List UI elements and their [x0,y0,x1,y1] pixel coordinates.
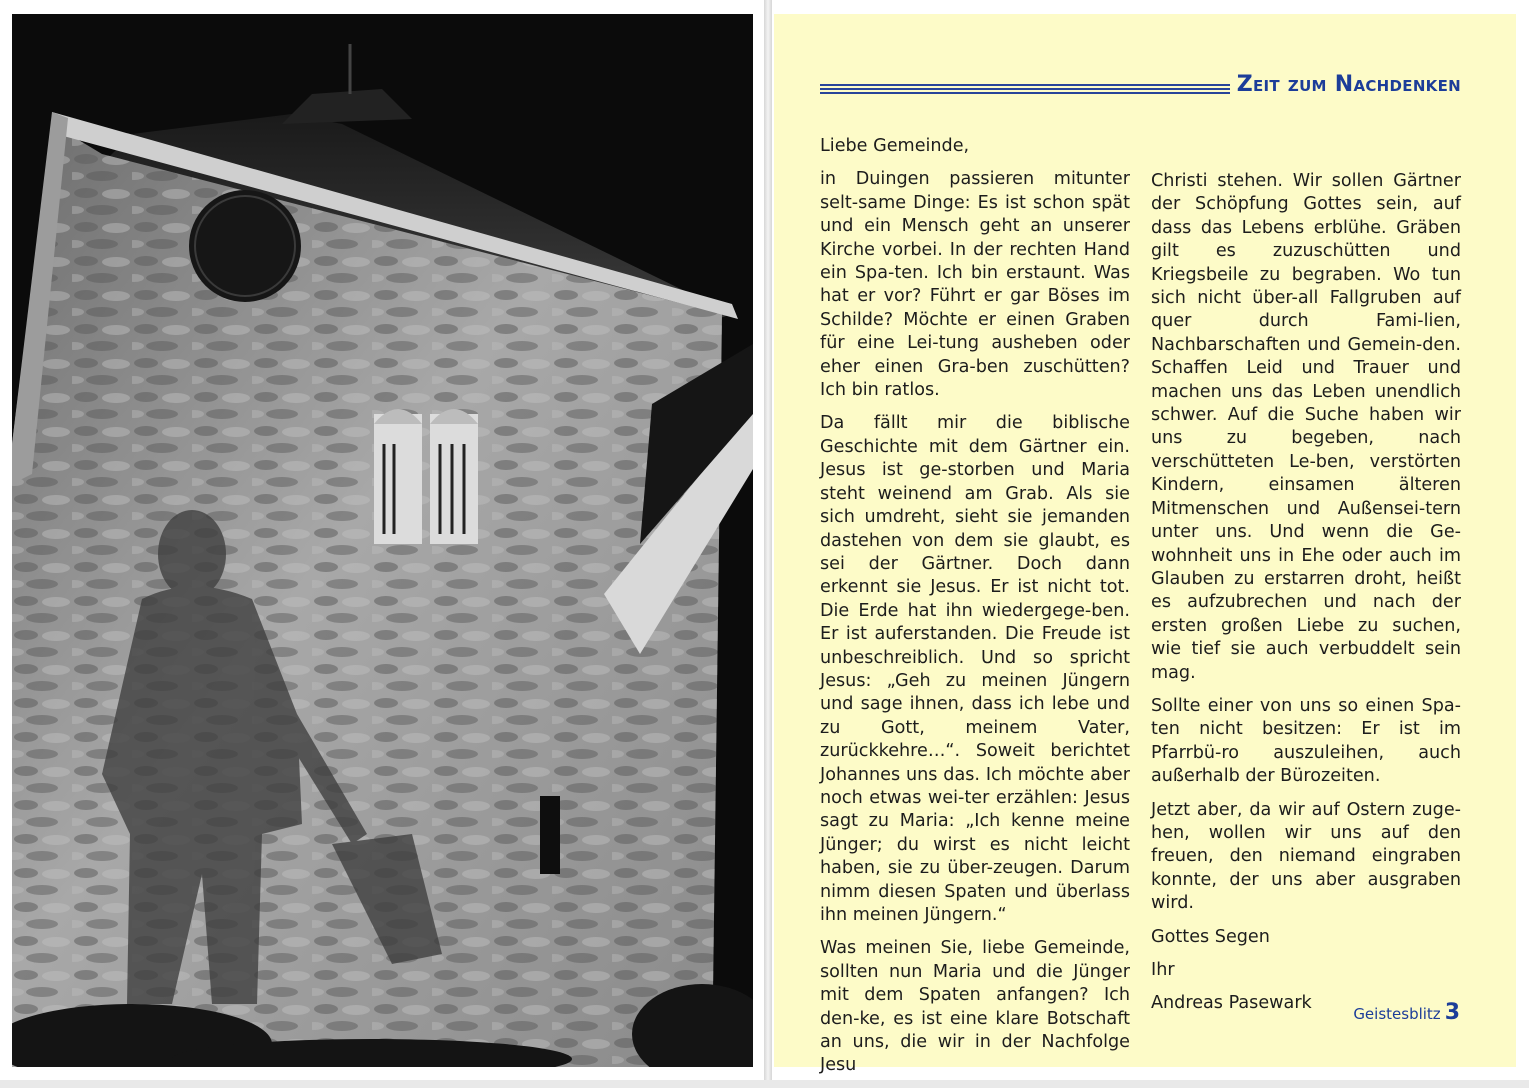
page-number: 3 [1444,1000,1460,1025]
paragraph: Was meinen Sie, liebe Gemeinde, sollten nun Maria und die Jünger mit dem Spaten anfangen? Ich den-ke, es ist eine klare Botschaft an uns, die wir in der Nachfolge Jesu [820,938,1130,1076]
paragraph: Da fällt mir die biblische Geschichte mit dem Gärtner ein. Jesus ist ge-storben und Maria steht weinend am Grab. Als sie sich umdreht, sieht sie jemanden dastehen von dem sie glaubt, es sei der Gärtner. Doch dann erkennt sie Jesus. Er ist nicht tot. Die Erde hat ihn wiedergege-ben. Er ist auferstanden. Die Freude ist unbeschreiblich. Und so spricht Jesus: „Geh zu meinen Jüngern und sage ihnen, dass ich lebe und zu Gott, meinem Vater, zurückkehre…“. Soweit berichtet Johannes uns das. Ich möchte aber noch etwas wei-ter erzählen: Jesus sagt zu Maria: „Ich kenne meine Jünger; du wirst es nicht leicht haben, sie zu über-zeugen. Darum nimm diesen Spaten und überlass ihn meinen Jüngern.“ [820,413,1130,925]
article-column-1 [820,135,1130,1088]
paragraph: Sollte einer von uns so einen Spa-ten nicht besitzen: Er ist im Pfarrbü-ro auszuleihen, auch außerhalb der Bürozeiten. [1151,695,1461,787]
page-footer [1353,1000,1460,1025]
church-tower-shadow-icon [12,14,753,1067]
closing: Gottes Segen [1151,926,1270,947]
paragraph: in Duingen passieren mitunter selt-same Dinge: Es ist schon spät und ein Mensch geht an unserer Kirche vorbei. In der rechten Hand ein Spa-ten. Ich bin erstaunt. Was hat er vor? Führt er gar Böses im Schilde? Möchte er einen Graben für eine Lei-tung ausheben oder eher einen Gra-ben zuschütten? Ich bin ratlos. [820,169,1130,401]
church-tower-photo [12,14,753,1067]
paragraph: Jetzt aber, da wir auf Ostern zuge-hen, wollen wir uns auf den freuen, den niemand eingraben konnte, der uns aber ausgraben wird. [1151,799,1461,914]
left-page [0,0,764,1080]
greeting: Liebe Gemeinde, [820,136,970,156]
magazine-name: Geistesblitz [1353,1005,1441,1023]
author-name: Andreas Pasewark [1151,993,1312,1014]
article-column-2 [1151,170,1461,1026]
paragraph: Christi stehen. Wir sollen Gärtner der Schöpfung Gottes sein, auf dass das Lebens erblühe. Gräben gilt es zuzuschütten und Kriegsbeile zu begraben. Wo tun sich nicht über-all Fallgruben auf quer durch Fami-lien, Nachbarschaften und Gemein-den. Schaffen Leid und Trauer und machen uns das Leben unendlich schwer. Auf die Suche haben wir uns zu begeben, nach verschütteten Le-ben, verstörten Kindern, einsamen älteren Mitmenschen und Außensei-tern unter uns. Und wenn die Ge-wohnheit uns in Ehe oder auch im Glauben zu erstarren droht, heißt es aufzubrechen und nach der ersten großen Liebe zu suchen, wie tief sie auch verbuddelt sein mag. [1151,171,1461,683]
sign-prefix: Ihr [1151,960,1175,980]
page-spine [764,0,772,1080]
title-rule [820,84,1230,108]
article-panel [774,14,1516,1076]
section-title: Zeit zum Nachdenken [1236,72,1461,97]
right-page [772,0,1529,1080]
